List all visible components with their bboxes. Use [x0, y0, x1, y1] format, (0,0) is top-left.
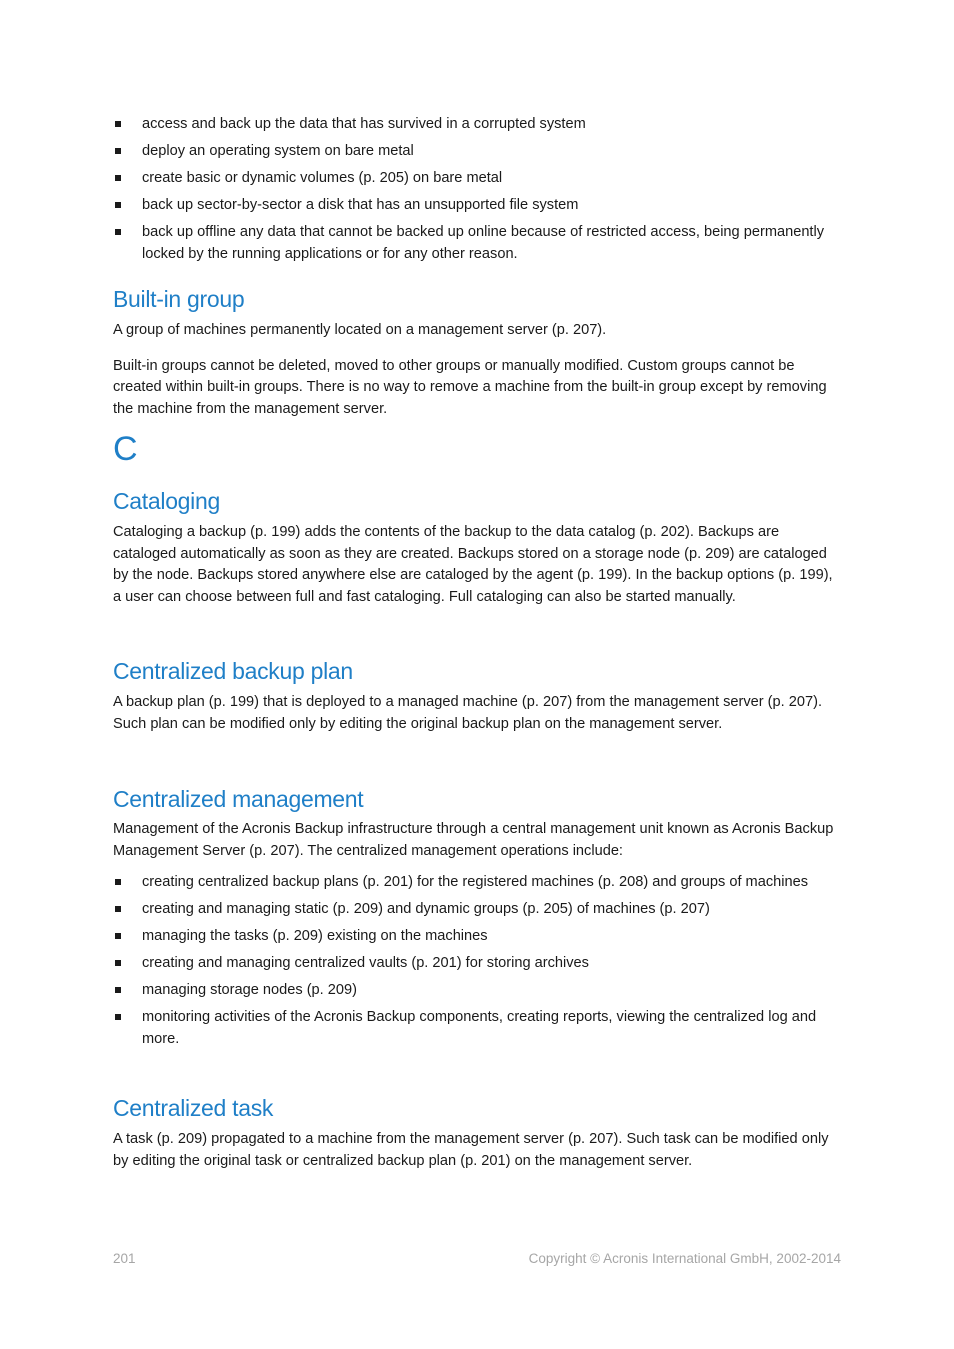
copyright-notice: Copyright © Acronis International GmbH, 2002-2014: [528, 1251, 841, 1266]
list-item: deploy an operating system on bare metal: [113, 141, 843, 163]
page-number: 201: [113, 1251, 136, 1266]
square-bullet-icon: [115, 933, 121, 939]
square-bullet-icon: [115, 879, 121, 885]
section-cataloging: [113, 487, 843, 608]
centralized-backup-plan-definition: A backup plan (p. 199) that is deployed to a managed machine (p. 207) from the management server (p. 207). Such plan can be modified only by editing the original backup plan on the management server.: [113, 694, 823, 732]
centralized-task-heading: Centralized task: [113, 1095, 274, 1121]
square-bullet-icon: [115, 229, 121, 235]
list-item: back up offline any data that cannot be backed up online because of restricted access, being permanently locked by the running applications or for any other reason.: [113, 222, 843, 265]
section-centralized-management: [113, 785, 843, 1056]
section-builtin-group: [113, 285, 843, 420]
list-item: managing storage nodes (p. 209): [113, 980, 843, 1002]
centralized-management-definition: Management of the Acronis Backup infrastructure through a central management unit known as Acronis Backup Management Server (p. 207). The centralized management operations include:: [113, 821, 834, 859]
list-item: managing the tasks (p. 209) existing on the machines: [113, 926, 843, 948]
cataloging-heading: Cataloging: [113, 488, 220, 514]
section-letter: C: [113, 430, 138, 468]
builtin-group-details: Built-in groups cannot be deleted, moved to other groups or manually modified. Custom groups cannot be created within built-in groups. There is no way to remove a machine from the built-in group except by removing the machine from the management server.: [113, 357, 827, 417]
centralized-management-heading: Centralized management: [113, 786, 364, 812]
list-item: monitoring activities of the Acronis Backup components, creating reports, viewing the centralized log and more.: [113, 1007, 843, 1050]
square-bullet-icon: [115, 121, 121, 127]
section-centralized-task: [113, 1094, 843, 1172]
centralized-backup-plan-heading: Centralized backup plan: [113, 658, 353, 684]
builtin-group-definition: A group of machines permanently located on a management server (p. 207).: [113, 322, 607, 338]
square-bullet-icon: [115, 202, 121, 208]
centralized-task-definition: A task (p. 209) propagated to a machine from the management server (p. 207). Such task can be modified only by editing the original task or centralized backup plan (p. 201) on the management server.: [113, 1131, 829, 1169]
list-item: creating and managing static (p. 209) and dynamic groups (p. 205) of machines (p. 207): [113, 899, 843, 921]
list-item: back up sector-by-sector a disk that has an unsupported file system: [113, 195, 843, 217]
list-item: create basic or dynamic volumes (p. 205) on bare metal: [113, 168, 843, 190]
section-centralized-backup-plan: [113, 657, 843, 735]
square-bullet-icon: [115, 960, 121, 966]
square-bullet-icon: [115, 906, 121, 912]
builtin-group-heading: Built-in group: [113, 286, 245, 312]
cataloging-definition: Cataloging a backup (p. 199) adds the contents of the backup to the data catalog (p. 202). Backups are cataloged automatically as soon as they are created. Backups stored on a storage node (p. 209) are cataloged by the node. Backups stored anywhere else are cataloged by the agent (p. 199). In the backup options (p. 199), a user can choose between full and fast cataloging. Full cataloging can also be started manually.: [113, 524, 833, 605]
square-bullet-icon: [115, 987, 121, 993]
square-bullet-icon: [115, 148, 121, 154]
list-item: creating and managing centralized vaults (p. 201) for storing archives: [113, 953, 843, 975]
square-bullet-icon: [115, 1014, 121, 1020]
list-item: access and back up the data that has survived in a corrupted system: [113, 114, 843, 136]
centralized-management-bullet-list: [113, 872, 843, 1050]
list-item: creating centralized backup plans (p. 201) for the registered machines (p. 208) and groups of machines: [113, 872, 843, 894]
top-bullet-list: [113, 114, 843, 271]
square-bullet-icon: [115, 175, 121, 181]
